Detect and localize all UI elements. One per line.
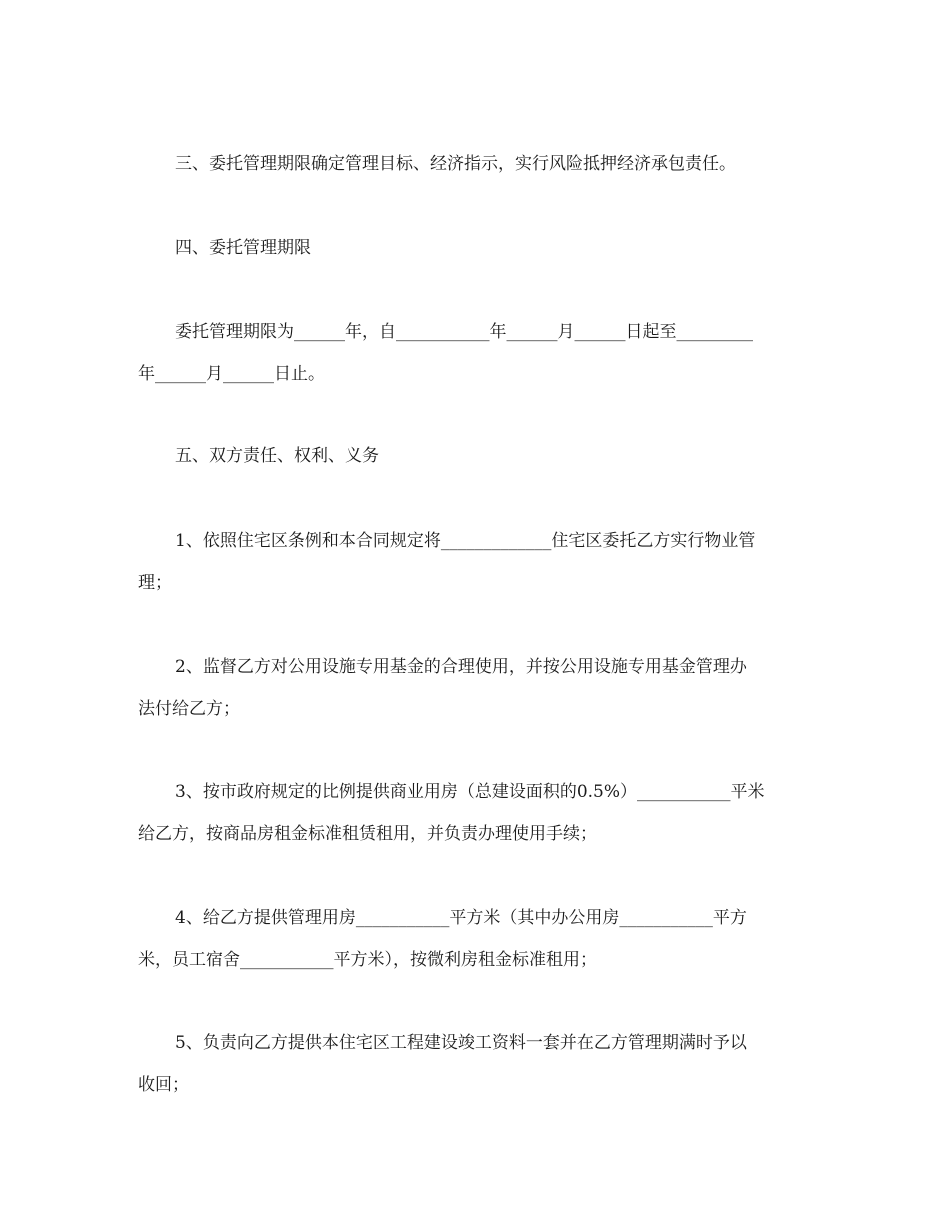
item-1-line-2: 理； bbox=[138, 573, 172, 593]
item-1-line-1: 1、依照住宅区条例和本合同规定将_____________住宅区委托乙方实行物业管 bbox=[175, 531, 756, 551]
item-3-line-1: 3、按市政府规定的比例提供商业用房（总建设面积的0.5%）___________平米 bbox=[175, 782, 765, 802]
clause-3-heading: 三、委托管理期限确定管理目标、经济指示，实行风险抵押经济承包责任。 bbox=[175, 154, 736, 174]
term-line-2: 年______月______日止。 bbox=[138, 364, 325, 384]
item-4-line-1: 4、给乙方提供管理用房___________平方米（其中办公用房___________平方 bbox=[175, 908, 747, 928]
item-5-line-2: 收回； bbox=[138, 1075, 189, 1095]
item-2-line-1: 2、监督乙方对公用设施专用基金的合理使用，并按公用设施专用基金管理办 bbox=[175, 657, 747, 677]
item-5-line-1: 5、负责向乙方提供本住宅区工程建设竣工资料一套并在乙方管理期满时予以 bbox=[175, 1033, 747, 1053]
item-2-line-2: 法付给乙方； bbox=[138, 699, 240, 719]
item-3-line-2: 给乙方，按商品房租金标准租赁租用，并负责办理使用手续； bbox=[138, 824, 597, 844]
clause-5-heading: 五、双方责任、权利、义务 bbox=[175, 446, 379, 466]
clause-4-heading: 四、委托管理期限 bbox=[175, 238, 311, 258]
term-line-1: 委托管理期限为______年，自___________年______月______日起至_________ bbox=[175, 322, 753, 342]
item-4-line-2: 米，员工宿舍___________平方米），按微利房租金标准租用； bbox=[138, 950, 597, 970]
